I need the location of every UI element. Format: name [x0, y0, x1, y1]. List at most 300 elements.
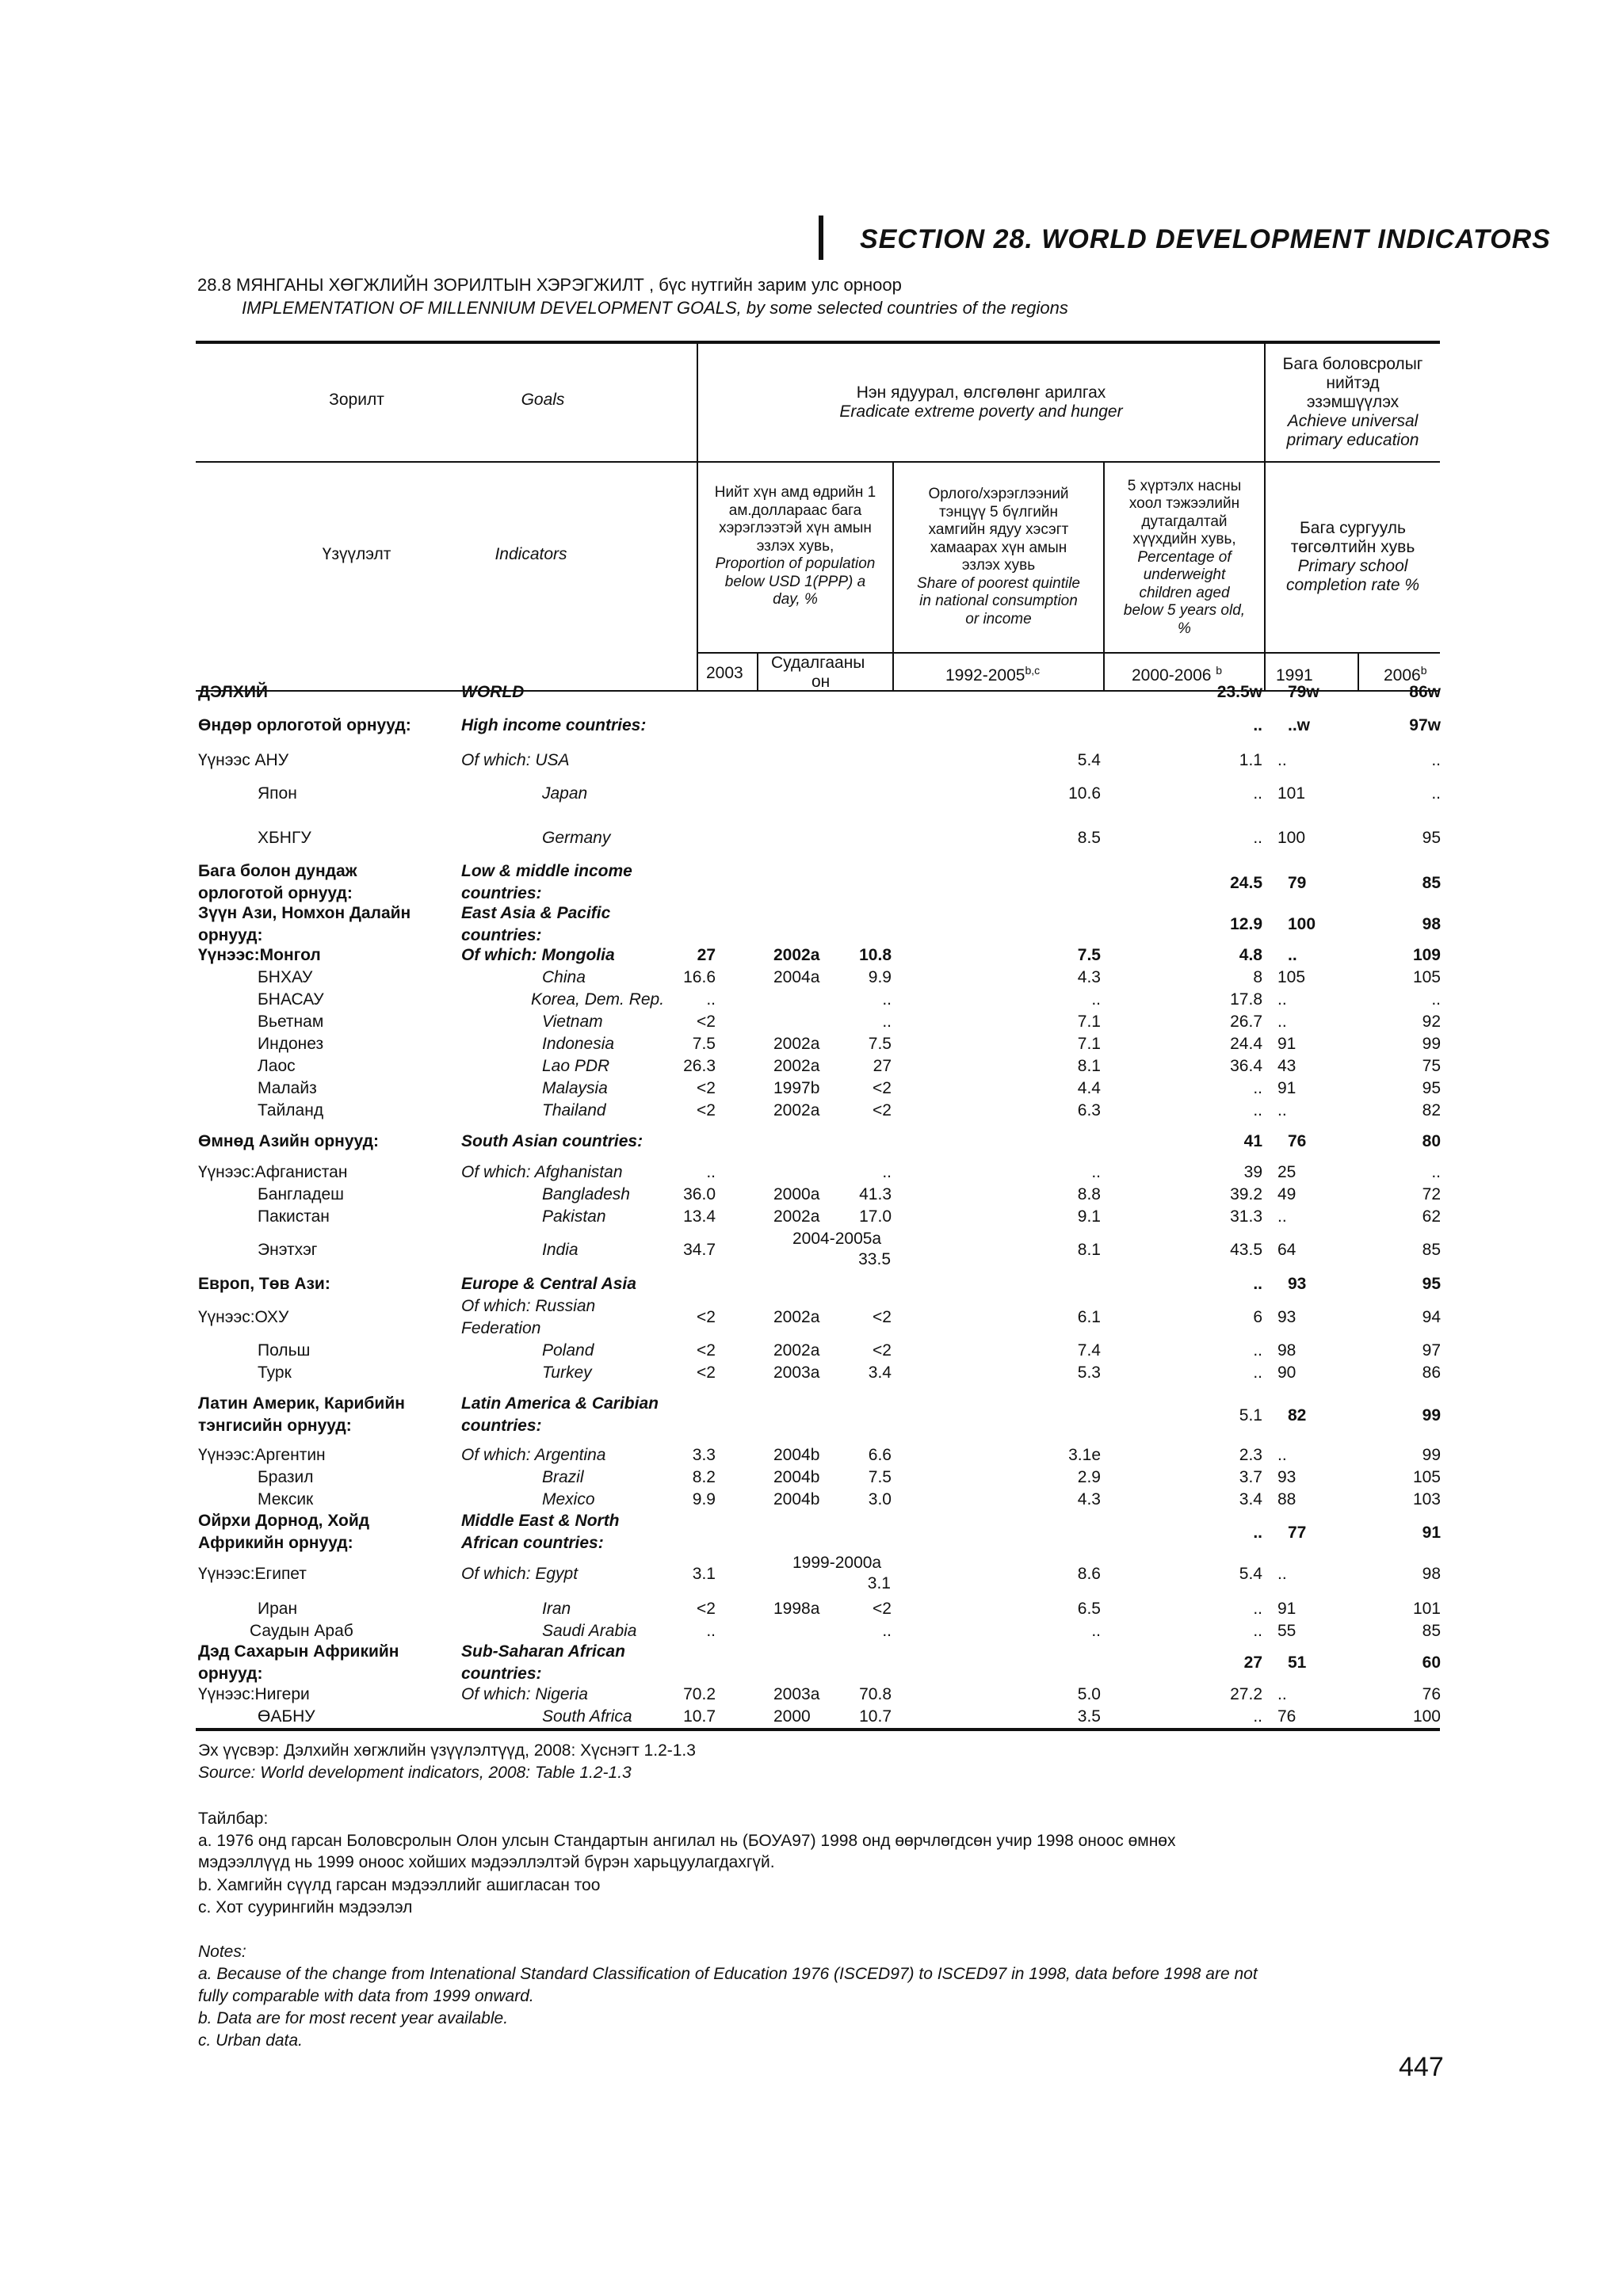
cell-poverty-share: 8.2 — [692, 1468, 716, 1486]
cell-underweight: .. — [1253, 1363, 1262, 1382]
header-education — [1266, 344, 1440, 461]
cell-completion-2006: 91 — [1422, 1524, 1441, 1542]
cell-completion-1991: 82 — [1288, 1406, 1307, 1425]
cell-completion-2006: 98 — [1422, 915, 1441, 933]
row-label-en: South Asian countries: — [461, 1132, 643, 1150]
note-mn-c: c. Хот суурингийн мэдээлэл — [198, 1898, 413, 1917]
row-label-en: Japan — [542, 784, 588, 803]
header-col-completion — [1266, 463, 1440, 650]
cell-poorest-quintile: 7.4 — [1077, 1341, 1101, 1360]
row-label-mn: Вьетнам — [258, 1013, 324, 1031]
row-label-mn: Үүнээс:Египет — [198, 1565, 307, 1583]
cell-underweight: 41 — [1243, 1132, 1262, 1150]
cell-poverty-share-survey: <2 — [873, 1079, 892, 1097]
cell-poverty-share: <2 — [697, 1079, 716, 1097]
cell-poverty-share-survey: 10.8 — [859, 946, 892, 964]
cell-completion-2006: 103 — [1412, 1490, 1441, 1508]
cell-completion-1991: 100 — [1277, 829, 1306, 847]
row-label-mn: Европ, Төв Ази: — [198, 1275, 330, 1293]
cell-underweight: 4.8 — [1239, 946, 1262, 964]
cell-poverty-share: .. — [706, 990, 716, 1009]
cell-poorest-quintile: 3.5 — [1077, 1707, 1101, 1726]
header-edu-line: Achieve universal — [1287, 412, 1419, 430]
cell-poverty-share-survey: 33.5 — [858, 1250, 891, 1268]
cell-poverty-share: <2 — [697, 1363, 716, 1382]
row-label-mn: Үүнээс:Нигери — [198, 1685, 310, 1703]
row-label-en: Federation — [461, 1319, 541, 1337]
cell-completion-2006: 80 — [1422, 1132, 1441, 1150]
note-en-c: c. Urban data. — [198, 2031, 303, 2050]
row-label-en: Poland — [542, 1341, 594, 1360]
cell-poverty-share: 10.7 — [683, 1707, 716, 1726]
cell-poverty-share-survey: 7.5 — [868, 1468, 892, 1486]
cell-poverty-share: 36.0 — [683, 1185, 716, 1203]
source-mn: Эх үүсвэр: Дэлхийн хөгжлийн үзүүлэлтүүд, 2008: Хүснэгт 1.2-1.3 — [198, 1741, 696, 1760]
cell-poorest-quintile: 6.1 — [1077, 1308, 1101, 1326]
header-line: 5 хүртэлх насны — [1127, 477, 1242, 494]
header-col-underweight — [1105, 463, 1264, 652]
header-indicator-mn: Үзүүлэлт — [322, 545, 391, 563]
cell-completion-1991: 79w — [1288, 683, 1319, 701]
cell-completion-2006: 85 — [1422, 1241, 1441, 1259]
year-survey-2: он — [812, 673, 831, 691]
cell-poorest-quintile: 9.1 — [1077, 1207, 1101, 1226]
cell-underweight: 39.2 — [1230, 1185, 1262, 1203]
cell-poorest-quintile: 8.6 — [1077, 1565, 1101, 1583]
header-line: хамаарах хүн амын — [930, 539, 1067, 556]
row-label-mn: Дэд Сахарын Африкийн — [198, 1642, 399, 1661]
cell-completion-2006: 97 — [1422, 1341, 1441, 1360]
cell-underweight: 39 — [1243, 1163, 1262, 1181]
cell-survey-year: 2004b — [773, 1468, 820, 1486]
cell-underweight: 24.5 — [1230, 874, 1262, 892]
header-line: хэрэглээтэй хүн амын — [719, 520, 872, 537]
cell-poverty-share: <2 — [697, 1600, 716, 1618]
cell-survey-year: 2004b — [773, 1490, 820, 1508]
table-bottom-rule — [196, 1728, 1440, 1731]
header-line: underweight — [1143, 566, 1226, 584]
row-label-en: South Africa — [542, 1707, 632, 1726]
cell-poverty-share-survey: 27 — [873, 1057, 892, 1075]
cell-poverty-share: 3.1 — [692, 1565, 716, 1583]
cell-completion-2006: 97w — [1409, 716, 1441, 734]
table-title-en: IMPLEMENTATION OF MILLENNIUM DEVELOPMENT GOALS, by some selected countries of the regions — [242, 298, 1068, 318]
row-label-mn: Үүнээс:Монгол — [198, 946, 321, 964]
cell-completion-2006: 95 — [1422, 1079, 1441, 1097]
cell-completion-2006: 62 — [1422, 1207, 1441, 1226]
row-label-en: countries: — [461, 884, 542, 902]
header-line: ам.доллараас бага — [728, 502, 862, 519]
cell-poorest-quintile: 4.3 — [1077, 968, 1101, 986]
cell-poorest-quintile: .. — [1091, 1622, 1101, 1640]
cell-completion-1991: 91 — [1277, 1600, 1296, 1618]
cell-completion-1991: 93 — [1288, 1275, 1307, 1293]
cell-completion-1991: 100 — [1288, 915, 1316, 933]
cell-underweight: 5.1 — [1239, 1406, 1262, 1425]
notes-en-title: Notes: — [198, 1943, 246, 1961]
cell-poorest-quintile: 4.4 — [1077, 1079, 1101, 1097]
cell-completion-1991: .. — [1277, 751, 1287, 769]
cell-poorest-quintile: 8.1 — [1077, 1241, 1101, 1259]
header-col-poorest-quintile — [894, 463, 1103, 650]
year-1991: 1991 — [1276, 666, 1313, 685]
cell-completion-2006: 109 — [1412, 946, 1441, 964]
cell-underweight: .. — [1253, 1600, 1262, 1618]
cell-poverty-share-survey: 6.6 — [868, 1446, 892, 1464]
header-line: хүүхдийн хувь, — [1132, 531, 1236, 548]
note-en-b: b. Data are for most recent year available. — [198, 2009, 509, 2027]
row-label-en: Lao PDR — [542, 1057, 610, 1075]
row-label-mn: ДЭЛХИЙ — [198, 683, 269, 701]
year-1992-label: 1992-2005 — [945, 666, 1025, 685]
cell-poorest-quintile: 6.3 — [1077, 1101, 1101, 1119]
header-line: children aged — [1139, 584, 1230, 601]
row-label-mn: БНХАУ — [258, 968, 313, 986]
cell-completion-1991: 49 — [1277, 1185, 1296, 1203]
cell-poverty-share-survey: 70.8 — [859, 1685, 892, 1703]
cell-underweight: 3.7 — [1239, 1468, 1262, 1486]
cell-underweight: .. — [1253, 1622, 1262, 1640]
cell-survey-year: 2004b — [773, 1446, 820, 1464]
cell-underweight: 31.3 — [1230, 1207, 1262, 1226]
row-label-mn: Польш — [258, 1341, 311, 1360]
section-title: SECTION 28. WORLD DEVELOPMENT INDICATORS — [860, 224, 1551, 254]
cell-underweight: 27.2 — [1230, 1685, 1262, 1703]
row-label-en: Bangladesh — [542, 1185, 630, 1203]
header-poverty-mn: Нэн ядуурал, өлсгөлөнг арилгах — [856, 383, 1106, 402]
cell-completion-1991: 43 — [1277, 1057, 1296, 1075]
cell-poverty-share: 7.5 — [692, 1035, 716, 1053]
header-line: эзлэх хувь — [961, 557, 1036, 574]
cell-completion-1991: 91 — [1277, 1079, 1296, 1097]
cell-completion-2006: 105 — [1412, 1468, 1441, 1486]
row-label-en: Malaysia — [542, 1079, 608, 1097]
header-line: Proportion of population — [715, 555, 876, 573]
cell-completion-1991: 88 — [1277, 1490, 1296, 1508]
cell-completion-1991: 105 — [1277, 968, 1306, 986]
cell-completion-1991: 90 — [1277, 1363, 1296, 1382]
cell-poverty-share-survey: .. — [882, 1622, 892, 1640]
header-poverty — [699, 344, 1263, 461]
row-label-en: Turkey — [542, 1363, 592, 1382]
row-label-mn: Латин Америк, Карибийн — [198, 1394, 405, 1413]
header-poverty-en: Eradicate extreme poverty and hunger — [839, 402, 1123, 421]
row-label-mn: Үүнээс:ОХУ — [198, 1308, 289, 1326]
cell-underweight: 43.5 — [1230, 1241, 1262, 1259]
row-label-en: Of which: Afghanistan — [461, 1163, 623, 1181]
cell-survey-year: 1997b — [773, 1079, 820, 1097]
row-label-mn: Үүнээс:Афганистан — [198, 1163, 348, 1181]
cell-poorest-quintile: 8.1 — [1077, 1057, 1101, 1075]
row-label-en: Indonesia — [542, 1035, 615, 1053]
cell-completion-1991: 93 — [1277, 1308, 1296, 1326]
row-label-mn: Үүнээс АНУ — [198, 751, 289, 769]
row-label-mn: Пакистан — [258, 1207, 330, 1226]
cell-completion-1991: .. — [1277, 990, 1287, 1009]
header-indicator-en: Indicators — [495, 545, 567, 563]
cell-completion-1991: .. — [1277, 1013, 1287, 1031]
row-label-mn: Турк — [258, 1363, 292, 1382]
row-label-en: Europe & Central Asia — [461, 1275, 636, 1293]
row-label-en: Of which: Russian — [461, 1297, 596, 1315]
cell-completion-1991: 51 — [1288, 1653, 1307, 1672]
cell-poverty-share: <2 — [697, 1013, 716, 1031]
page-number: 447 — [1399, 2052, 1444, 2082]
cell-completion-2006: 86 — [1422, 1363, 1441, 1382]
cell-poorest-quintile: 7.1 — [1077, 1013, 1101, 1031]
source-en: Source: World development indicators, 2008: Table 1.2-1.3 — [198, 1764, 632, 1782]
header-line: хамгийн ядуу хэсэгт — [928, 521, 1069, 538]
row-label-mn: Лаос — [258, 1057, 296, 1075]
row-label-mn: Энэтхэг — [258, 1241, 318, 1259]
cell-completion-1991: 79 — [1288, 874, 1307, 892]
row-label-mn: БНАСАУ — [258, 990, 324, 1009]
header-line: Бага сургууль — [1299, 519, 1406, 537]
row-label-mn: орнууд: — [198, 926, 263, 944]
cell-poverty-share: <2 — [697, 1308, 716, 1326]
header-edu-line: Бага боловсролыг — [1282, 355, 1423, 373]
cell-survey-year: 2002a — [773, 1057, 820, 1075]
cell-poorest-quintile: 4.3 — [1077, 1490, 1101, 1508]
cell-poverty-share-survey: 10.7 — [859, 1707, 892, 1726]
row-label-en: Pakistan — [542, 1207, 606, 1226]
cell-completion-2006: .. — [1431, 1163, 1441, 1181]
header-goal-mn: Зорилт — [329, 391, 384, 409]
cell-underweight: .. — [1253, 1524, 1262, 1542]
cell-underweight: 36.4 — [1230, 1057, 1262, 1075]
cell-underweight: 1.1 — [1239, 751, 1262, 769]
header-line: Орлого/хэрэглээний — [928, 486, 1069, 502]
cell-poorest-quintile: 5.4 — [1077, 751, 1101, 769]
header-line: Нийт хүн амд өдрийн 1 — [714, 484, 876, 502]
cell-completion-2006: 75 — [1422, 1057, 1441, 1075]
year-2000-2006 — [1132, 664, 1222, 685]
header-line: хоол тэжээлийн — [1128, 495, 1240, 513]
header-line: төгсөлтийн хувь — [1290, 538, 1415, 556]
cell-completion-1991: 55 — [1277, 1622, 1296, 1640]
header-vline-6 — [1358, 652, 1359, 692]
row-label-mn: тэнгисийн орнууд: — [198, 1417, 352, 1435]
cell-completion-2006: 98 — [1422, 1565, 1441, 1583]
year-2006-sup: b — [1420, 664, 1427, 677]
row-label-mn: ӨАБНУ — [258, 1707, 315, 1726]
row-label-en: Korea, Dem. Rep. — [531, 990, 665, 1009]
header-line: completion rate % — [1285, 576, 1420, 594]
cell-poorest-quintile: .. — [1091, 990, 1101, 1009]
cell-poorest-quintile: 8.5 — [1077, 829, 1101, 847]
cell-completion-2006: 76 — [1422, 1685, 1441, 1703]
cell-poverty-share-survey: .. — [882, 1163, 892, 1181]
cell-poverty-share-survey: 9.9 — [868, 968, 892, 986]
cell-completion-1991: 93 — [1277, 1468, 1296, 1486]
cell-underweight: 2.3 — [1239, 1446, 1262, 1464]
row-label-mn: Африкийн орнууд: — [198, 1534, 353, 1552]
cell-completion-1991: .. — [1277, 1101, 1287, 1119]
cell-underweight: .. — [1253, 1341, 1262, 1360]
cell-poverty-share-survey: <2 — [873, 1600, 892, 1618]
cell-completion-2006: 60 — [1422, 1653, 1441, 1672]
row-label-mn: Бразил — [258, 1468, 314, 1486]
cell-poverty-share: .. — [706, 1163, 716, 1181]
cell-underweight: 12.9 — [1230, 915, 1262, 933]
cell-underweight: .. — [1253, 784, 1262, 803]
row-label-en: Saudi Arabia — [542, 1622, 637, 1640]
header-line: or income — [965, 610, 1032, 627]
cell-completion-1991: .. — [1277, 1446, 1287, 1464]
cell-completion-2006: .. — [1431, 784, 1441, 803]
cell-underweight: 23.5w — [1216, 683, 1262, 701]
cell-completion-2006: 105 — [1412, 968, 1441, 986]
year-survey-1: Судалгааны — [771, 654, 865, 672]
note-mn-a1: a. 1976 онд гарсан Боловсролын Олон улсын Стандартын ангилал нь (БОУА97) 1998 онд өөрчлөгдсөн учир 1998 оноос өмнөх — [198, 1832, 1176, 1850]
row-label-en: countries: — [461, 1417, 542, 1435]
cell-survey-year: 2002a — [773, 1308, 820, 1326]
row-label-mn: Тайланд — [258, 1101, 324, 1119]
row-label-en: Of which: Egypt — [461, 1565, 579, 1583]
row-label-mn: Бангладеш — [258, 1185, 344, 1203]
year-2000-label: 2000-2006 — [1132, 666, 1212, 685]
row-label-en: countries: — [461, 1665, 542, 1683]
note-mn-a2: мэдээллүүд нь 1999 оноос хойших мэдээллэлтэй бүрэн харьцуулагдахгүй. — [198, 1853, 775, 1871]
cell-underweight: .. — [1253, 1275, 1262, 1293]
cell-survey-year: 2002a — [773, 1035, 820, 1053]
cell-survey-year: 2002a — [773, 946, 820, 964]
cell-survey-year: 2002a — [773, 1207, 820, 1226]
row-label-en: Of which: Mongolia — [461, 946, 615, 964]
cell-poorest-quintile: 5.0 — [1077, 1685, 1101, 1703]
header-line: дутагдалтай — [1141, 513, 1228, 530]
cell-poverty-share-survey: <2 — [873, 1341, 892, 1360]
cell-underweight: 3.4 — [1239, 1490, 1262, 1508]
row-label-en: India — [542, 1241, 579, 1259]
row-label-mn: Индонез — [258, 1035, 324, 1053]
cell-underweight: .. — [1253, 829, 1262, 847]
cell-poorest-quintile: .. — [1091, 1163, 1101, 1181]
cell-poverty-share: <2 — [697, 1341, 716, 1360]
cell-poverty-share: 16.6 — [683, 968, 716, 986]
section-divider-bar — [819, 215, 823, 260]
row-label-en: Thailand — [542, 1101, 606, 1119]
row-label-mn: Өмнөд Азийн орнууд: — [198, 1132, 379, 1150]
row-label-mn: ХБНГУ — [258, 829, 311, 847]
cell-poorest-quintile: 3.1e — [1068, 1446, 1101, 1464]
header-line: % — [1178, 620, 1191, 637]
row-label-en: Germany — [542, 829, 611, 847]
cell-survey-year: 2004a — [773, 968, 820, 986]
cell-poorest-quintile: 7.1 — [1077, 1035, 1101, 1053]
cell-poverty-share-survey: 3.0 — [868, 1490, 892, 1508]
cell-poverty-share: 3.3 — [692, 1446, 716, 1464]
year-1992-sup: b,c — [1025, 664, 1041, 677]
cell-completion-1991: 91 — [1277, 1035, 1296, 1053]
cell-completion-2006: 85 — [1422, 874, 1441, 892]
cell-poorest-quintile: 6.5 — [1077, 1600, 1101, 1618]
cell-poverty-share: .. — [706, 1622, 716, 1640]
cell-poverty-share-survey: .. — [882, 1013, 892, 1031]
cell-survey-year: 2004-2005a — [792, 1230, 882, 1248]
cell-completion-2006: .. — [1431, 751, 1441, 769]
cell-completion-2006: 99 — [1422, 1446, 1441, 1464]
cell-survey-year: 2000a — [773, 1185, 820, 1203]
row-label-en: Iran — [542, 1600, 571, 1618]
cell-completion-2006: 99 — [1422, 1035, 1441, 1053]
row-label-en: Sub-Saharan African — [461, 1642, 625, 1661]
row-label-mn: Үүнээс:Аргентин — [198, 1446, 326, 1464]
header-rule-1 — [196, 461, 1440, 463]
note-en-a1: a. Because of the change from Intenational Standard Classification of Education 1976 (ISCED97) to ISCED97 in 1998, data before 1998 are not — [198, 1965, 1258, 1983]
cell-completion-2006: 92 — [1422, 1013, 1441, 1031]
cell-underweight: .. — [1253, 1079, 1262, 1097]
header-line: тэнцүү 5 бүлгийн — [938, 503, 1058, 521]
cell-underweight: .. — [1253, 1101, 1262, 1119]
cell-completion-2006: 86w — [1409, 683, 1441, 701]
cell-underweight: 5.4 — [1239, 1565, 1262, 1583]
row-label-en: High income countries: — [461, 716, 647, 734]
row-label-mn: орлоготой орнууд: — [198, 884, 353, 902]
header-edu-line: эзэмшүүлэх — [1306, 393, 1400, 411]
header-line: эзлэх хувь, — [756, 537, 834, 555]
cell-completion-1991: 77 — [1288, 1524, 1307, 1542]
year-2003: 2003 — [706, 664, 743, 682]
row-label-en: Middle East & North — [461, 1512, 620, 1530]
cell-survey-year: 2003a — [773, 1363, 820, 1382]
cell-poverty-share-survey: <2 — [873, 1308, 892, 1326]
cell-poverty-share: 13.4 — [683, 1207, 716, 1226]
cell-underweight: 24.4 — [1230, 1035, 1262, 1053]
row-label-mn: Иран — [258, 1600, 298, 1618]
row-label-en: African countries: — [461, 1534, 604, 1552]
row-label-en: countries: — [461, 926, 542, 944]
cell-completion-2006: 100 — [1412, 1707, 1441, 1726]
header-line: in national consumption — [919, 593, 1078, 609]
cell-survey-year: 2002a — [773, 1341, 820, 1360]
row-label-en: Mexico — [542, 1490, 595, 1508]
cell-poverty-share-survey: 3.4 — [868, 1363, 892, 1382]
notes-mn-title: Тайлбар: — [198, 1810, 269, 1828]
header-line: Primary school — [1297, 557, 1408, 575]
row-label-en: Of which: USA — [461, 751, 570, 769]
row-label-en: Low & middle income — [461, 862, 632, 880]
header-col-poverty-share — [698, 463, 892, 630]
cell-survey-year: 1998a — [773, 1600, 820, 1618]
header-vline-5 — [757, 652, 758, 692]
cell-completion-1991: ..w — [1288, 716, 1311, 734]
cell-poverty-share-survey: <2 — [873, 1101, 892, 1119]
cell-underweight: 27 — [1243, 1653, 1262, 1672]
header-edu-line: primary education — [1286, 431, 1419, 449]
row-label-en: WORLD — [461, 683, 525, 701]
note-mn-b: b. Хамгийн сүүлд гарсан мэдээллийг ашигласан тоо — [198, 1876, 601, 1894]
cell-poorest-quintile: 5.3 — [1077, 1363, 1101, 1382]
row-label-mn: Бага болон дундаж — [198, 862, 357, 880]
cell-completion-1991: 25 — [1277, 1163, 1296, 1181]
note-en-a2: fully comparable with data from 1999 onward. — [198, 1987, 534, 2005]
row-label-mn: Саудын Араб — [250, 1622, 353, 1640]
cell-survey-year: 1999-2000a — [792, 1554, 882, 1572]
cell-completion-2006: 94 — [1422, 1308, 1441, 1326]
cell-completion-1991: 76 — [1288, 1132, 1307, 1150]
cell-completion-1991: 76 — [1277, 1707, 1296, 1726]
cell-poverty-share-survey: 17.0 — [859, 1207, 892, 1226]
row-label-en: China — [542, 968, 586, 986]
cell-completion-2006: 82 — [1422, 1101, 1441, 1119]
cell-completion-1991: 64 — [1277, 1241, 1296, 1259]
cell-poverty-share: 70.2 — [683, 1685, 716, 1703]
cell-poverty-share: 34.7 — [683, 1241, 716, 1259]
row-label-en: Vietnam — [542, 1013, 603, 1031]
cell-completion-2006: 95 — [1422, 1275, 1441, 1293]
cell-completion-2006: 95 — [1422, 829, 1441, 847]
